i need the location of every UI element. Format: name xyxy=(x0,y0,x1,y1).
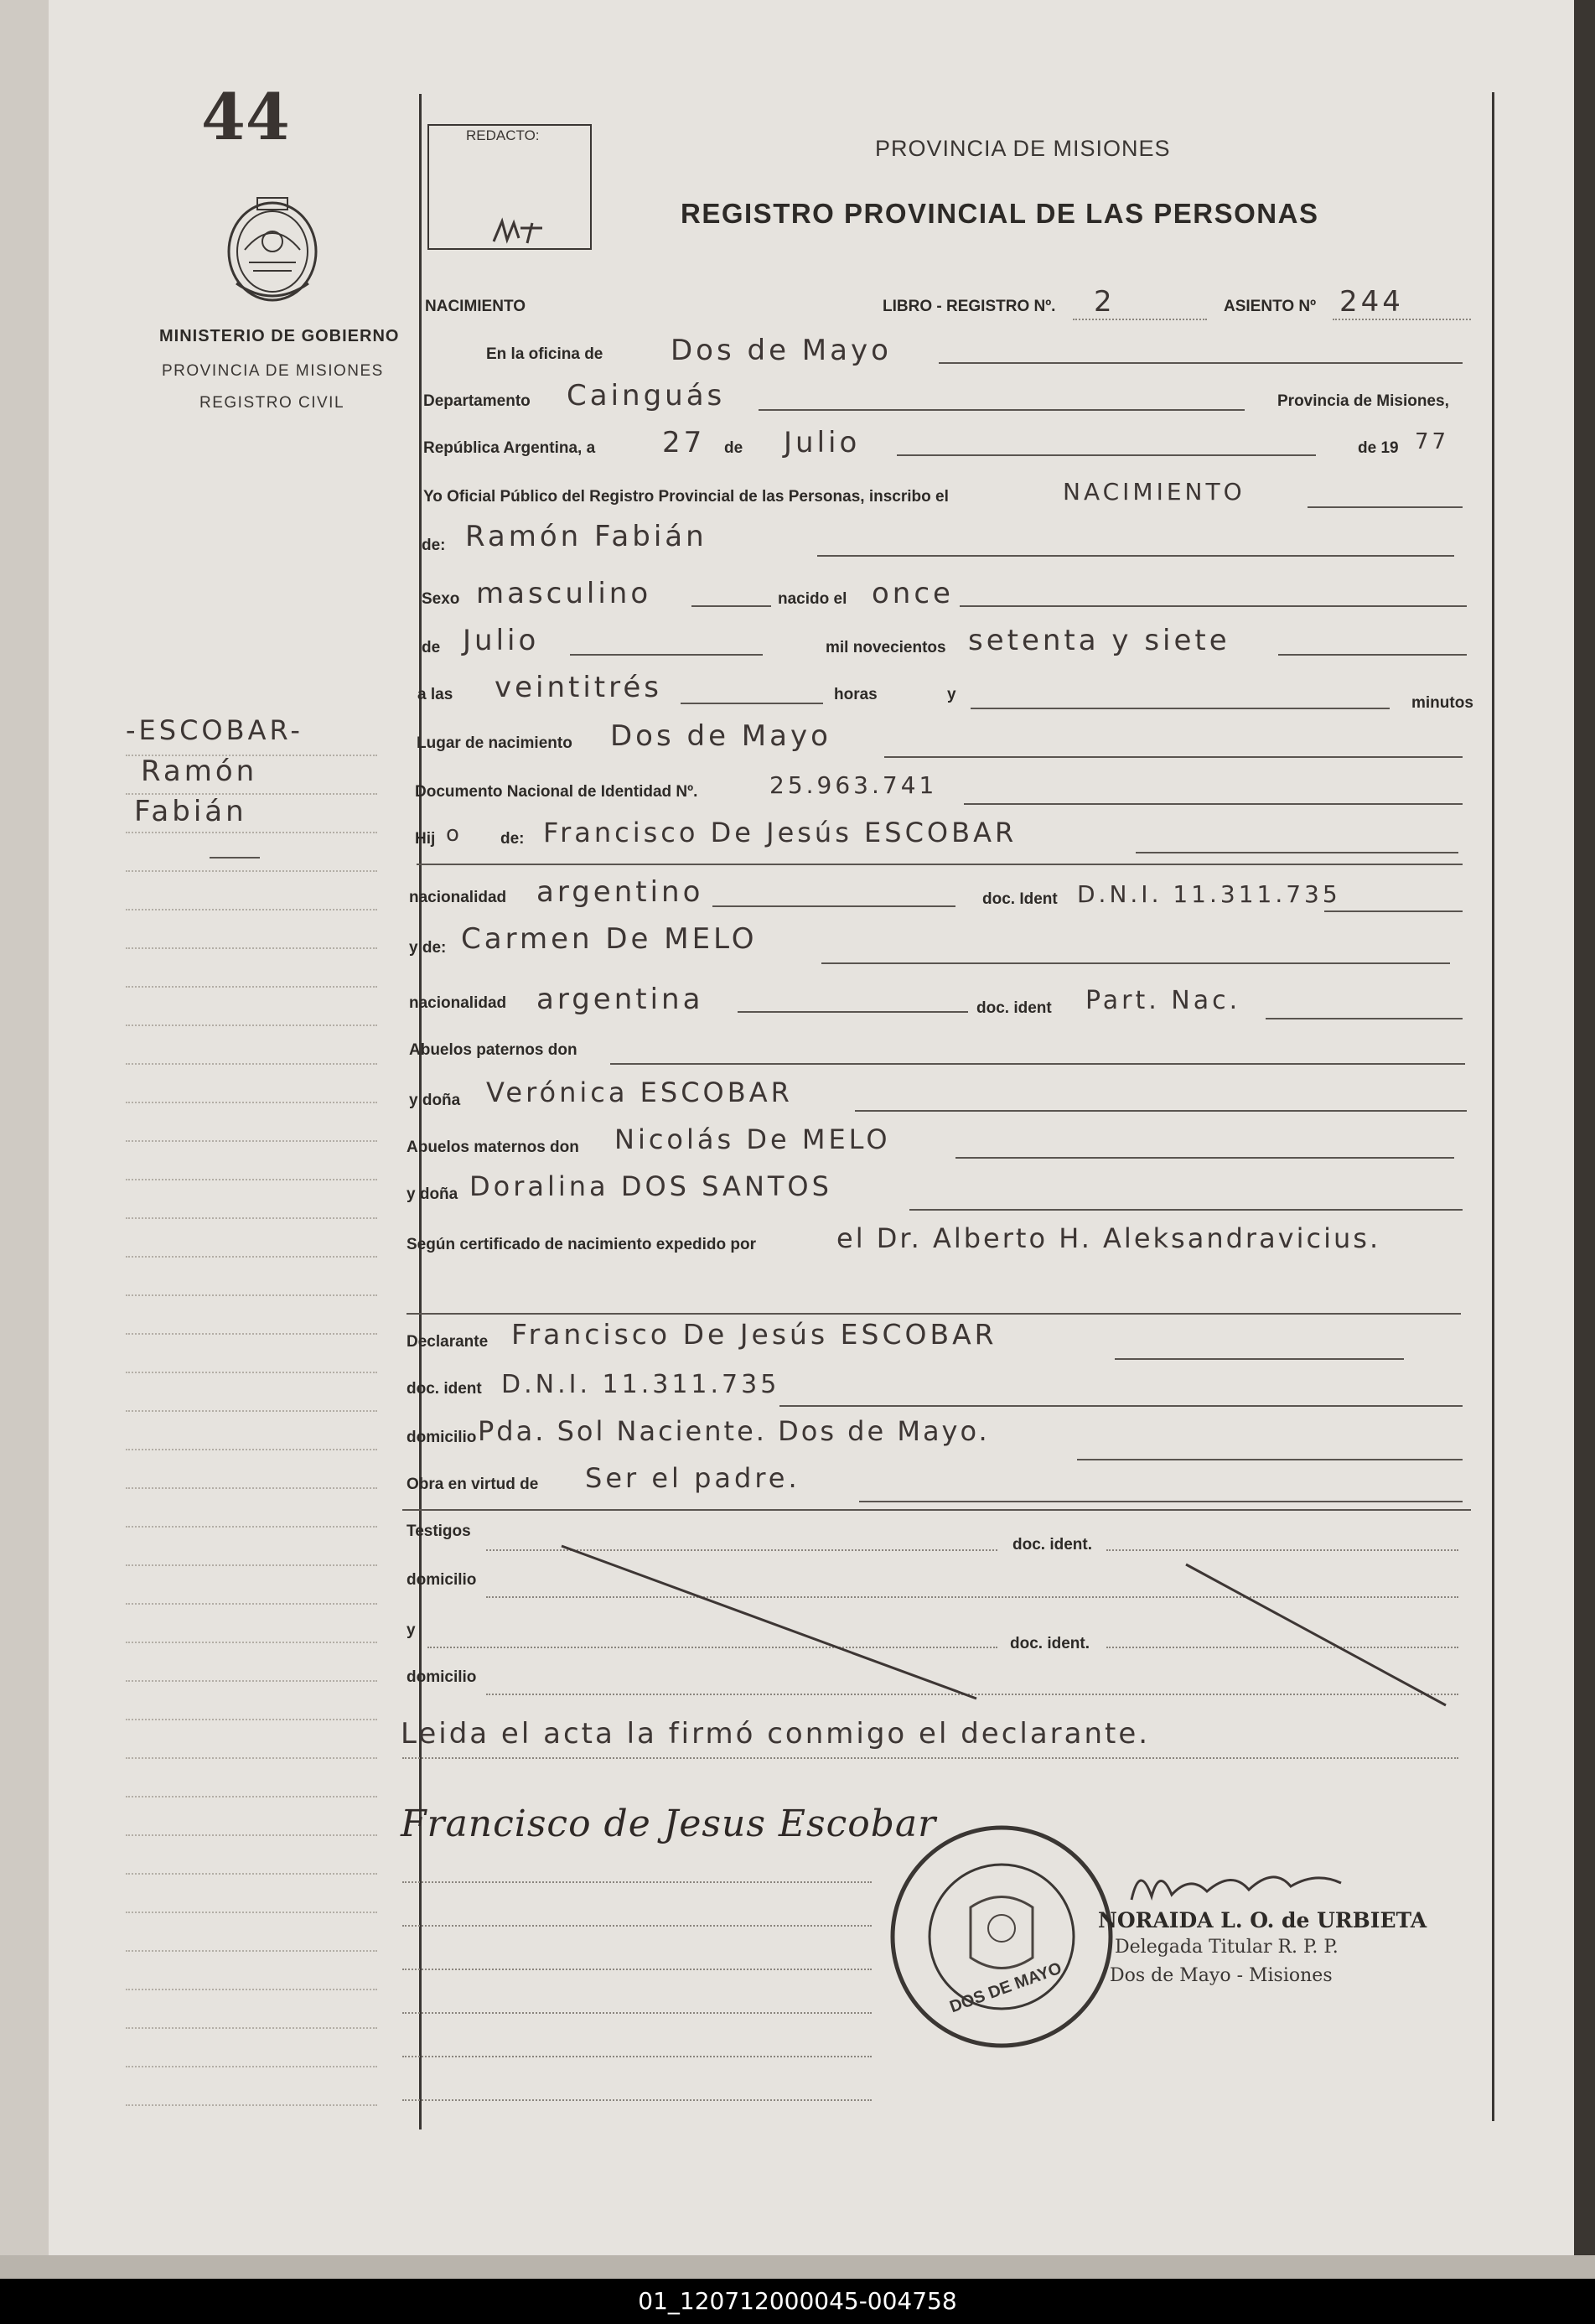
official-seal-icon xyxy=(880,1811,1123,2062)
coat-of-arms-icon xyxy=(220,191,325,309)
dia-value: 27 xyxy=(662,426,706,459)
header-province: PROVINCIA DE MISIONES xyxy=(875,136,1171,161)
abuelo-mat-value: Nicolás De MELO xyxy=(614,1123,891,1155)
official-role: Delegada Titular R. P. P. xyxy=(1115,1937,1339,1958)
hijo-suffix: o xyxy=(446,822,463,847)
hijo-de-label: de: xyxy=(500,830,525,848)
doc-decl-label: doc. ident xyxy=(407,1380,482,1398)
de-mes-label: de xyxy=(422,639,441,656)
y2-label: y xyxy=(407,1621,416,1639)
image-caption: 01_120712000045-004758 xyxy=(0,2279,1595,2324)
de-nombre-label: de: xyxy=(422,537,446,554)
initials-signature-icon xyxy=(490,216,549,246)
declarante-label: Declarante xyxy=(407,1333,489,1351)
departamento-value: Cainguás xyxy=(567,379,726,412)
anio-label: de 19 xyxy=(1358,439,1399,457)
y-de-label: y de: xyxy=(409,939,447,957)
nacido-value: once xyxy=(872,577,954,610)
dni-label: Documento Nacional de Identidad Nº. xyxy=(415,783,698,801)
margin-name1: Ramón xyxy=(141,755,258,788)
mil-label: mil novecientos xyxy=(826,639,946,656)
lugar-label: Lugar de nacimiento xyxy=(417,734,572,752)
doc-madre-value: Part. Nac. xyxy=(1085,986,1241,1015)
doc-padre-label: doc. Ident xyxy=(982,890,1058,908)
domicilio1-label: domicilio xyxy=(407,1571,477,1589)
padre-value: Francisco De Jesús ESCOBAR xyxy=(543,817,1018,848)
margin-name2: Fabián xyxy=(134,795,247,828)
sexo-value: masculino xyxy=(476,577,652,610)
header-title: REGISTRO PROVINCIAL DE LAS PERSONAS xyxy=(681,198,1319,229)
y-dona2-label: y doña xyxy=(407,1185,458,1203)
hijo-label: Hij xyxy=(415,830,436,848)
dni-value: 25.963.741 xyxy=(769,771,938,799)
a-las-label: a las xyxy=(417,686,453,703)
domicilio2-label: domicilio xyxy=(407,1668,477,1686)
declarante-value: Francisco De Jesús ESCOBAR xyxy=(511,1318,997,1351)
anio-value: 77 xyxy=(1415,429,1450,454)
margin-surname: -ESCOBAR- xyxy=(126,714,303,746)
departamento-label: Departamento xyxy=(423,392,531,410)
doc-padre-value: D.N.I. 11.311.735 xyxy=(1077,880,1341,908)
oficina-label: En la oficina de xyxy=(486,345,603,363)
oficial-label: Yo Oficial Público del Registro Provincial de las Personas, inscribo el xyxy=(423,488,949,506)
right-border-line xyxy=(1492,92,1494,2121)
nac-madre-label: nacionalidad xyxy=(409,994,507,1012)
y-label: y xyxy=(947,686,956,703)
redacto-label: REDACTO: xyxy=(466,127,540,143)
sexo-label: Sexo xyxy=(422,590,460,608)
binding-edge xyxy=(0,0,49,2279)
libro-value: 2 xyxy=(1094,285,1116,319)
doc-ident2-label: doc. ident. xyxy=(1010,1635,1090,1652)
nac-padre-label: nacionalidad xyxy=(409,889,507,906)
lugar-value: Dos de Mayo xyxy=(610,719,831,753)
horas-label: horas xyxy=(834,686,878,703)
provincia-label: Provincia de Misiones, xyxy=(1277,392,1449,410)
official-location: Dos de Mayo - Misiones xyxy=(1110,1965,1333,1986)
cancel-strokes xyxy=(553,1534,1458,1710)
mes-value: Julio xyxy=(784,426,861,459)
hora-value: veintitrés xyxy=(495,671,663,704)
de-label: de xyxy=(724,439,743,457)
closing-note: Leida el acta la firmó conmigo el declarante. xyxy=(401,1717,1151,1751)
doc-decl-value: D.N.I. 11.311.735 xyxy=(501,1370,780,1399)
page-shadow xyxy=(0,2255,1595,2279)
certificado-label: Según certificado de nacimiento expedido por xyxy=(407,1236,757,1253)
nac-padre-value: argentino xyxy=(536,875,704,909)
declarante-signature: Francisco de Jesus Escobar xyxy=(401,1803,937,1845)
official-name: NORAIDA L. O. de URBIETA xyxy=(1098,1908,1427,1932)
obra-label: Obra en virtud de xyxy=(407,1476,539,1493)
ministry-registry: REGISTRO CIVIL xyxy=(199,394,345,412)
official-signature-icon xyxy=(1123,1858,1349,1912)
abuela-pat-value: Verónica ESCOBAR xyxy=(486,1076,793,1108)
abuelos-pat-label: Abuelos paternos don xyxy=(409,1041,577,1059)
mil-value: setenta y siete xyxy=(968,624,1230,657)
testigos-label: Testigos xyxy=(407,1523,471,1540)
page-number: 44 xyxy=(201,80,290,154)
doc-ident1-label: doc. ident. xyxy=(1012,1536,1092,1554)
republica-label: República Argentina, a xyxy=(423,439,596,457)
record-type-label: NACIMIENTO xyxy=(425,298,526,315)
ministry-title: MINISTERIO DE GOBIERNO xyxy=(159,327,400,345)
minutos-label: minutos xyxy=(1411,694,1473,712)
asiento-label: ASIENTO Nº xyxy=(1224,298,1317,315)
oficial-value: NACIMIENTO xyxy=(1063,478,1245,506)
domicilio-label: domicilio xyxy=(407,1429,477,1446)
mes-nac-value: Julio xyxy=(463,624,540,657)
asiento-value: 244 xyxy=(1339,285,1404,319)
libro-label: LIBRO - REGISTRO Nº. xyxy=(883,298,1056,315)
nac-madre-value: argentina xyxy=(536,983,704,1016)
abuela-mat-value: Doralina DOS SANTOS xyxy=(469,1170,832,1202)
y-dona-label: y doña xyxy=(409,1092,461,1109)
madre-value: Carmen De MELO xyxy=(461,922,758,956)
seal-center: DOS DE MAYO xyxy=(947,1958,1064,2017)
abuelos-mat-label: Abuelos maternos don xyxy=(407,1139,579,1156)
nacido-label: nacido el xyxy=(778,590,847,608)
certificado-value: el Dr. Alberto H. Aleksandravicius. xyxy=(836,1222,1381,1254)
ministry-province: PROVINCIA DE MISIONES xyxy=(162,362,384,380)
obra-value: Ser el padre. xyxy=(585,1462,800,1494)
domicilio-value: Pda. Sol Naciente. Dos de Mayo. xyxy=(478,1415,990,1447)
oficina-value: Dos de Mayo xyxy=(671,334,892,367)
doc-madre-label: doc. ident xyxy=(976,999,1052,1017)
nombre-value: Ramón Fabián xyxy=(465,520,707,553)
